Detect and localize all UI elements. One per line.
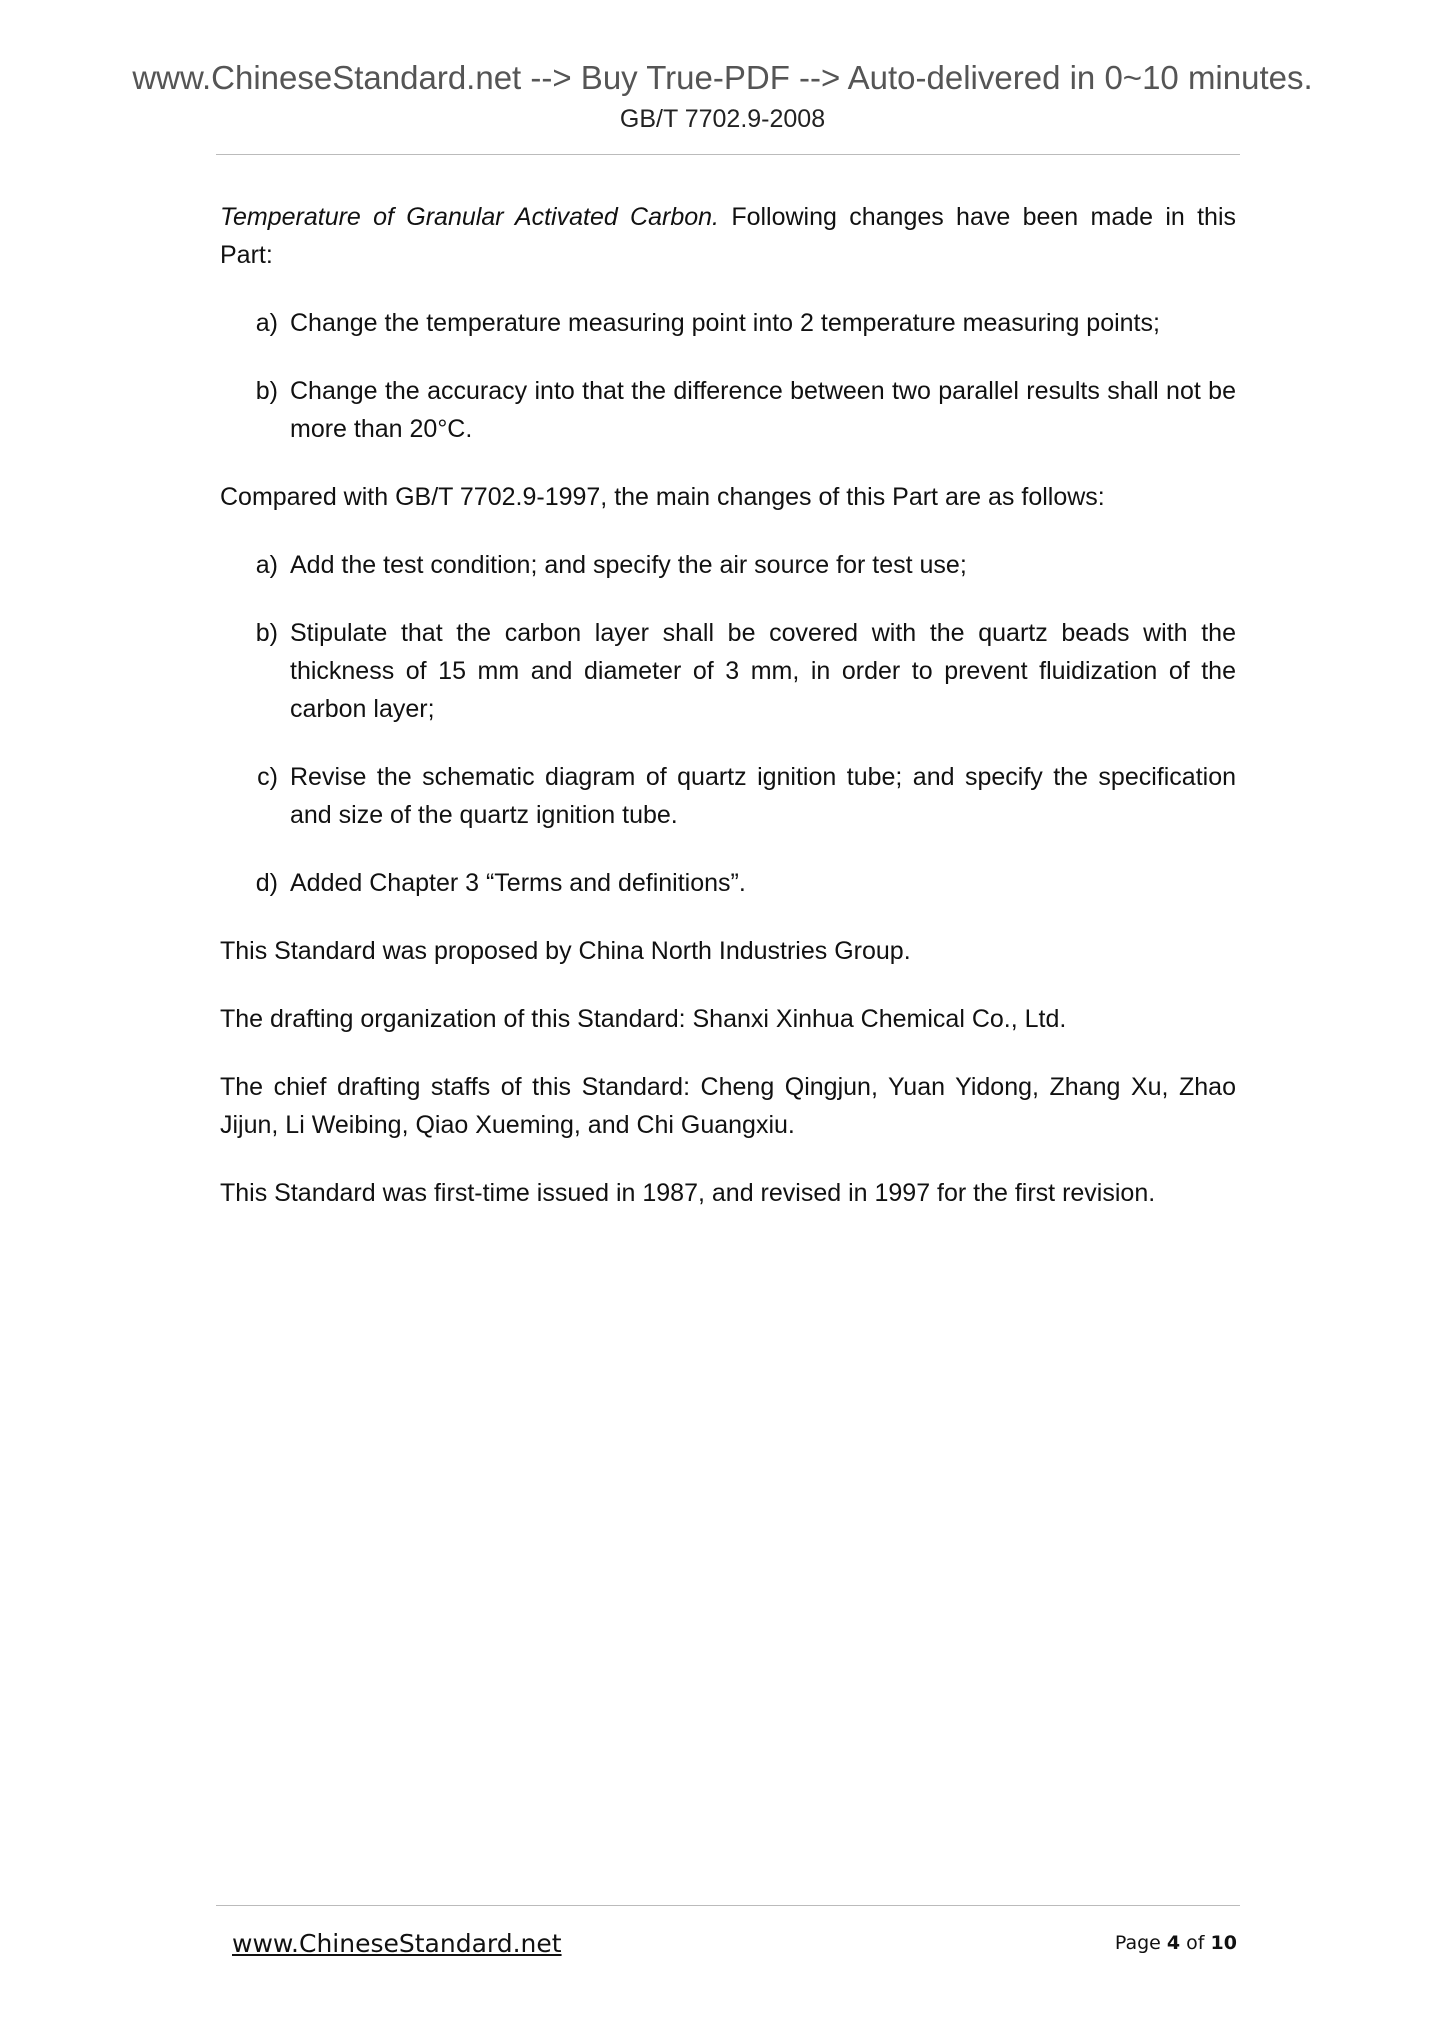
list-text: Revise the schematic diagram of quartz ignition tube; and specify the specification and size of the quartz ignition tube. <box>290 763 1236 829</box>
footer-website-link[interactable]: www.ChineseStandard.net <box>232 1929 562 1958</box>
list-text: Stipulate that the carbon layer shall be covered with the quartz beads with the thickness of 15 mm and diameter of 3 mm, in order to prevent fluidization of the carbon layer; <box>290 619 1236 723</box>
list-text: Added Chapter 3 “Terms and definitions”. <box>290 869 746 897</box>
list-marker: a) <box>255 551 278 579</box>
document-body <box>220 198 1236 1242</box>
list-marker: b) <box>255 377 278 405</box>
drafting-org-paragraph: The drafting organization of this Standard: Shanxi Xinhua Chemical Co., Ltd. <box>220 1005 1067 1033</box>
history-paragraph: This Standard was first-time issued in 1987, and revised in 1997 for the first revision. <box>220 1179 1156 1207</box>
header-banner[interactable]: www.ChineseStandard.net --> Buy True-PDF --> Auto-delivered in 0~10 minutes. <box>132 59 1313 96</box>
page-current: 4 <box>1166 1932 1181 1954</box>
list-item <box>220 372 1236 448</box>
footer-divider <box>216 1905 1240 1906</box>
intro-rest: Following changes have been made in this Part: <box>220 203 1236 269</box>
title-italic: Temperature of Granular Activated Carbon. <box>220 203 720 231</box>
list-item <box>220 304 1236 342</box>
proposed-paragraph: This Standard was proposed by China North Industries Group. <box>220 937 911 965</box>
list-marker: a) <box>255 309 278 337</box>
list-marker: b) <box>255 619 278 647</box>
list-marker: d) <box>255 869 278 897</box>
changes-list-1 <box>220 304 1236 448</box>
list-text: Add the test condition; and specify the air source for test use; <box>290 551 967 579</box>
drafting-staff-paragraph: The chief drafting staffs of this Standard: Cheng Qingjun, Yuan Yidong, Zhang Xu, Zhao Jijun, Li Weibing, Qiao Xueming, and Chi Guangxiu. <box>220 1073 1236 1139</box>
intro-paragraph <box>220 198 1236 274</box>
standard-code: GB/T 7702.9-2008 <box>619 105 826 133</box>
page-number <box>1115 1932 1237 1954</box>
compared-paragraph: Compared with GB/T 7702.9-1997, the main changes of this Part are as follows: <box>220 483 1105 511</box>
page-of: of <box>1180 1932 1211 1954</box>
list-item <box>220 614 1236 728</box>
header-divider <box>216 154 1240 155</box>
changes-list-2 <box>220 546 1236 902</box>
list-item <box>220 546 1236 584</box>
list-text: Change the accuracy into that the difference between two parallel results shall not be more than 20°C. <box>290 377 1236 443</box>
page-total: 10 <box>1210 1932 1237 1954</box>
list-item <box>220 758 1236 834</box>
page-prefix: Page <box>1114 1932 1167 1954</box>
list-marker: c) <box>257 763 278 791</box>
list-item <box>220 864 1236 902</box>
list-text: Change the temperature measuring point into 2 temperature measuring points; <box>290 309 1160 337</box>
